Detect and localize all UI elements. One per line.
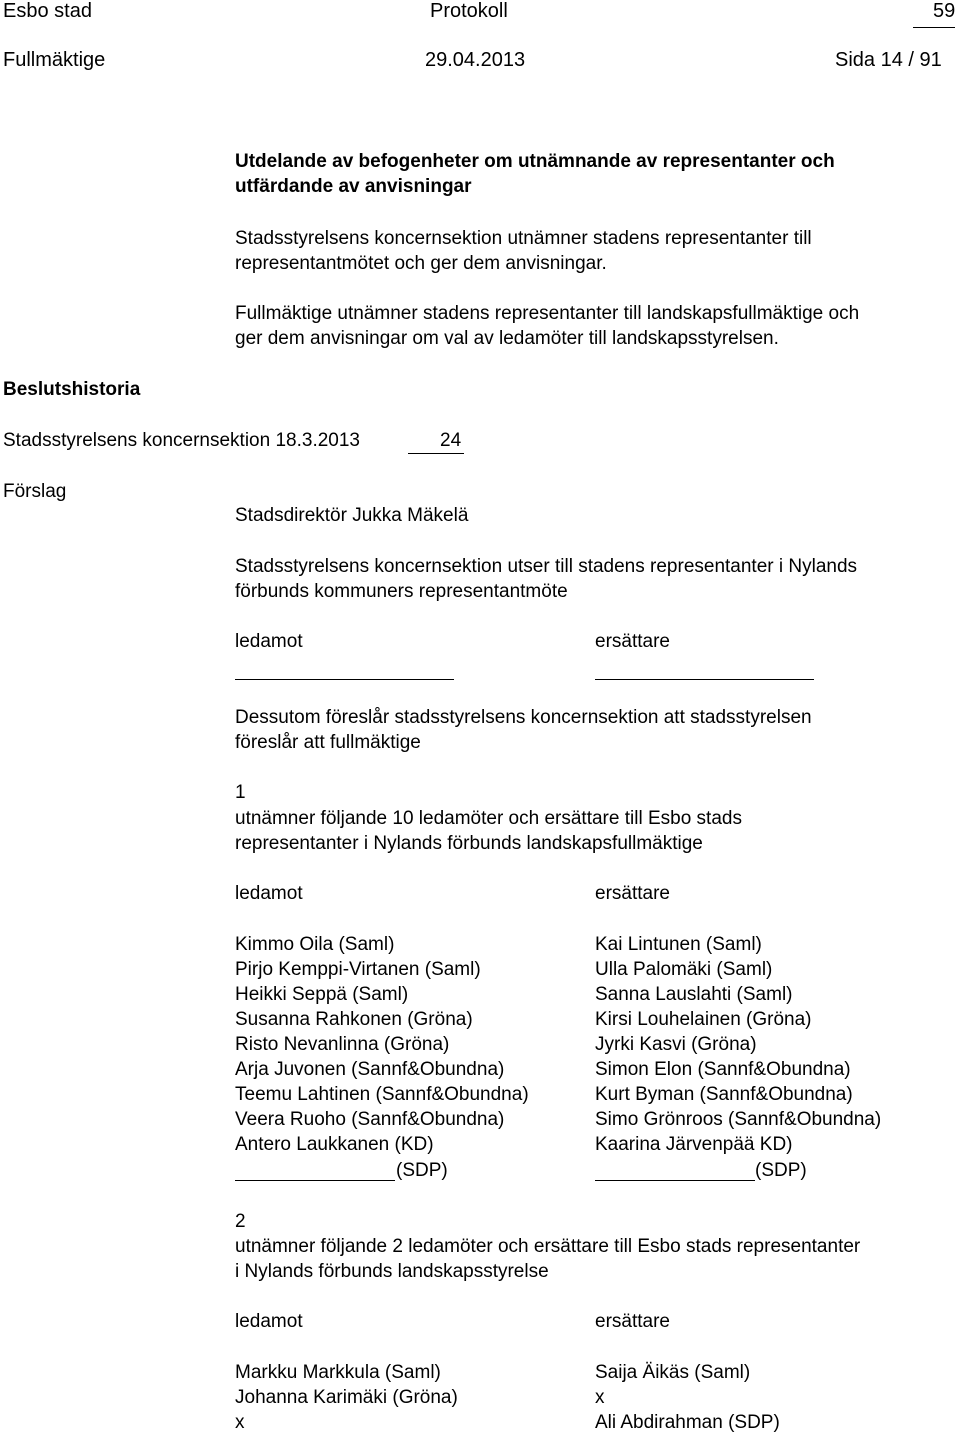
proposal-text1-line2: förbunds kommuners representantmöte [235, 581, 568, 602]
proposal-presenter: Stadsdirektör Jukka Mäkelä [235, 505, 469, 526]
section1-deputy: Simo Grönroos (Sannf&Obundna) [595, 1109, 882, 1130]
history-paragraph-underline [408, 453, 464, 454]
section2-col-deputy: ersättare [595, 1311, 670, 1332]
section1-blank-deputy-party: (SDP) [755, 1160, 807, 1181]
header-paragraph-underline [913, 27, 955, 28]
section1-member: Susanna Rahkonen (Gröna) [235, 1009, 473, 1030]
header-date: 29.04.2013 [425, 49, 526, 71]
section1-member: Veera Ruoho (Sannf&Obundna) [235, 1109, 505, 1130]
header-page: Sida 14 / 91 [835, 49, 942, 71]
section2-member: Markku Markkula (Saml) [235, 1362, 441, 1383]
proposal-member-blank [235, 679, 454, 680]
header-doc-type: Protokoll [430, 0, 508, 22]
section1-deputy: Sanna Lauslahti (Saml) [595, 984, 793, 1005]
section2-col-member: ledamot [235, 1311, 303, 1332]
section2-deputy: x [595, 1387, 605, 1408]
history-heading: Beslutshistoria [3, 379, 141, 400]
section1-deputy: Jyrki Kasvi (Gröna) [595, 1034, 757, 1055]
section1-member: Risto Nevanlinna (Gröna) [235, 1034, 450, 1055]
header-body: Fullmäktige [3, 49, 106, 71]
section2-deputy: Saija Äikäs (Saml) [595, 1362, 751, 1383]
proposal-text2-line1: Dessutom föreslår stadsstyrelsens koncernsektion att stadsstyrelsen [235, 707, 812, 728]
section1-deputy: Kurt Byman (Sannf&Obundna) [595, 1084, 853, 1105]
proposal-col-member: ledamot [235, 631, 303, 652]
section2-member: x [235, 1412, 245, 1433]
section2-text-line2: i Nylands förbunds landskapsstyrelse [235, 1261, 549, 1282]
intro-p2-line2: ger dem anvisningar om val av ledamöter till landskapsstyrelsen. [235, 328, 779, 349]
intro-p2-line1: Fullmäktige utnämner stadens representanter till landskapsfullmäktige och [235, 303, 860, 324]
section1-member: Antero Laukkanen (KD) [235, 1134, 434, 1155]
document-title-line1: Utdelande av befogenheter om utnämnande av representanter och [235, 151, 835, 172]
section1-deputy: Simon Elon (Sannf&Obundna) [595, 1059, 851, 1080]
header-municipality: Esbo stad [3, 0, 92, 22]
proposal-text1-line1: Stadsstyrelsens koncernsektion utser till stadens representanter i Nylands [235, 556, 858, 577]
section1-member: Kimmo Oila (Saml) [235, 934, 395, 955]
section2-member: Johanna Karimäki (Gröna) [235, 1387, 458, 1408]
history-session-paragraph: 24 [440, 430, 462, 451]
header-paragraph: 59 [933, 0, 956, 22]
section1-blank-member-party: (SDP) [396, 1160, 448, 1181]
section2-text-line1: utnämner följande 2 ledamöter och ersättare till Esbo stads representanter [235, 1236, 861, 1257]
section1-deputy: Kaarina Järvenpää KD) [595, 1134, 793, 1155]
intro-p1-line1: Stadsstyrelsens koncernsektion utnämner stadens representanter till [235, 228, 812, 249]
section1-member: Teemu Lahtinen (Sannf&Obundna) [235, 1084, 529, 1105]
section1-text-line2: representanter i Nylands förbunds landskapsfullmäktige [235, 833, 703, 854]
section2-deputy: Ali Abdirahman (SDP) [595, 1412, 780, 1433]
proposal-text2-line2: föreslår att fullmäktige [235, 732, 421, 753]
section1-col-deputy: ersättare [595, 883, 670, 904]
section1-member-blank [235, 1180, 395, 1181]
section1-member: Heikki Seppä (Saml) [235, 984, 409, 1005]
section1-deputy-blank [595, 1180, 755, 1181]
document-title-line2: utfärdande av anvisningar [235, 176, 472, 197]
section1-col-member: ledamot [235, 883, 303, 904]
section1-deputy: Ulla Palomäki (Saml) [595, 959, 773, 980]
section1-deputy: Kirsi Louhelainen (Gröna) [595, 1009, 812, 1030]
section1-text-line1: utnämner följande 10 ledamöter och ersättare till Esbo stads [235, 808, 742, 829]
history-session: Stadsstyrelsens koncernsektion 18.3.2013 [3, 430, 360, 451]
proposal-deputy-blank [595, 679, 814, 680]
section1-number: 1 [235, 782, 246, 803]
intro-p1-line2: representantmötet och ger dem anvisningar. [235, 253, 607, 274]
proposal-col-deputy: ersättare [595, 631, 670, 652]
proposal-label: Förslag [3, 481, 67, 502]
section1-member: Arja Juvonen (Sannf&Obundna) [235, 1059, 505, 1080]
section2-number: 2 [235, 1211, 246, 1232]
section1-member: Pirjo Kemppi-Virtanen (Saml) [235, 959, 481, 980]
section1-deputy: Kai Lintunen (Saml) [595, 934, 762, 955]
